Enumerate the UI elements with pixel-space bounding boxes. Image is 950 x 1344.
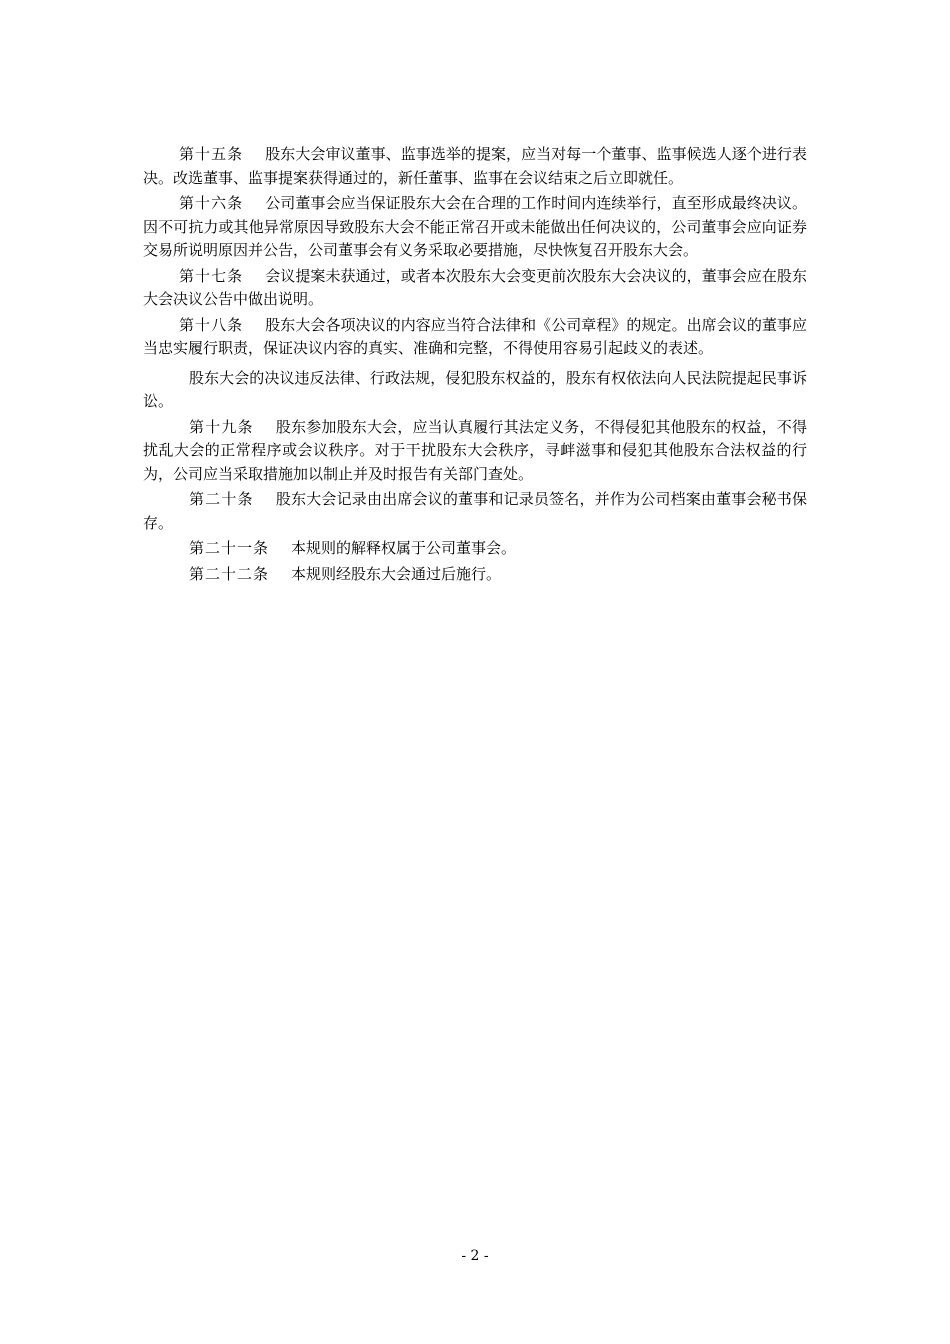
article-label: 第十五条: [179, 145, 244, 163]
article-18-paragraph-2: [143, 367, 807, 414]
article-17: [143, 265, 807, 312]
article-label: 第十九条: [189, 417, 254, 436]
article-label: 第十六条: [179, 194, 244, 212]
article-label: 第十八条: [179, 315, 244, 334]
article-text: 股东大会各项决议的内容应当符合法律和《公司章程》的规定。出席会议的董事应当忠实履行职责，保证决议内容的真实、准确和完整，不得使用容易引起歧义的表述。: [143, 315, 807, 357]
article-label: 第十七条: [179, 266, 244, 285]
article-label: 第二十二条: [189, 564, 270, 583]
article-label: 第二十一条: [189, 539, 270, 557]
article-text: 本规则的解释权属于公司董事会。: [291, 539, 517, 557]
article-20: [143, 488, 807, 535]
article-22: [143, 563, 807, 587]
article-text: 本规则经股东大会通过后施行。: [291, 564, 502, 583]
article-text: 股东参加股东大会，应当认真履行其法定义务，不得侵犯其他股东的权益，不得扰乱大会的正常程序或会议秩序。对于干扰股东大会秩序，寻衅滋事和侵犯其他股东合法权益的行为，公司应当采取措施加以制止并及时报告有关部门查处。: [143, 417, 807, 483]
article-text: 股东大会审议董事、监事选举的提案，应当对每一个董事、监事候选人逐个进行表决。改选董事、监事提案获得通过的，新任董事、监事在会议结束之后立即就任。: [143, 145, 807, 187]
article-21: [143, 537, 807, 561]
article-text: 公司董事会应当保证股东大会在合理的工作时间内连续举行，直至形成最终决议。因不可抗力或其他异常原因导致股东大会不能正常召开或未能做出任何决议的，公司董事会应向证券交易所说明原因并公告，公司董事会有义务采取必要措施，尽快恢复召开股东大会。: [143, 194, 807, 259]
article-label: 第二十条: [189, 490, 254, 508]
article-18: [143, 314, 807, 361]
document-body: [143, 143, 807, 586]
article-text: 会议提案未获通过，或者本次股东大会变更前次股东大会决议的，董事会应在股东大会决议公告中做出说明。: [143, 266, 807, 308]
page-number: - 2 -: [461, 1248, 489, 1264]
article-15: [143, 143, 807, 190]
article-16: [143, 192, 807, 263]
article-19: [143, 416, 807, 487]
article-text: 股东大会的决议违反法律、行政法规，侵犯股东权益的，股东有权依法向人民法院提起民事诉讼。: [143, 368, 807, 410]
article-text: 股东大会记录由出席会议的董事和记录员签名，并作为公司档案由董事会秘书保存。: [143, 490, 807, 532]
